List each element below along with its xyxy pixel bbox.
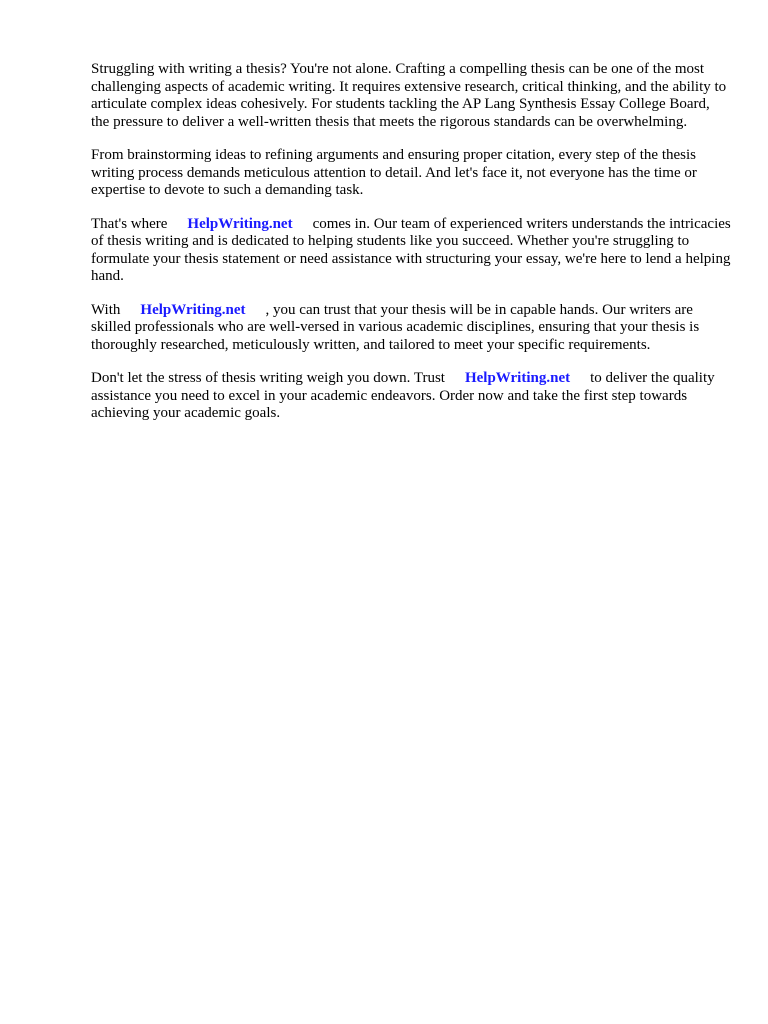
paragraph-text: , you can trust that your thesis will be in capable hands. Our writers are skilled professionals who are well-versed in various academic disciplines, ensuring that your thesis is thoroughly researched, meticulously written, and tailored to meet your specific requirements. (91, 301, 700, 353)
paragraph-text: Don't let the stress of thesis writing weigh you down. Trust (91, 370, 445, 386)
paragraph-text: That's where (91, 215, 168, 232)
paragraph-text: comes in. Our team of experienced writers understands the intricacies of thesis writing and is dedicated to helping students like you succeed. Whether you're struggling to formulate your thesis statement or need assistance with structuring your essay, we're here to lend a helping hand. (91, 215, 731, 284)
paragraph-thats-where (91, 216, 731, 286)
paragraph-text: With (91, 301, 121, 318)
helpwriting-link[interactable]: HelpWriting.net (140, 301, 246, 318)
paragraph-text: to deliver the quality assistance you need to excel in your academic endeavors. Order now and take the first step towards achieving your academic goals. (91, 370, 715, 421)
paragraph-process: From brainstorming ideas to refining arguments and ensuring proper citation, every step of the thesis writing process demands meticulous attention to detail. And let's face it, not everyone has the time or expertise to devote to such a demanding task. (91, 147, 697, 198)
paragraph-intro: Struggling with writing a thesis? You're not alone. Crafting a compelling thesis can be one of the most challenging aspects of academic writing. It requires extensive research, critical thinking, and the ability to articulate complex ideas cohesively. For students tackling the AP Lang Synthesis Essay College Board, the pressure to deliver a well-written thesis that meets the rigorous standards can be overwhelming. (91, 61, 727, 130)
paragraph-with (91, 302, 731, 355)
helpwriting-link[interactable]: HelpWriting.net (464, 370, 571, 386)
helpwriting-link[interactable]: HelpWriting.net (187, 215, 293, 232)
document-body (91, 61, 731, 439)
paragraph-closing (91, 370, 731, 423)
